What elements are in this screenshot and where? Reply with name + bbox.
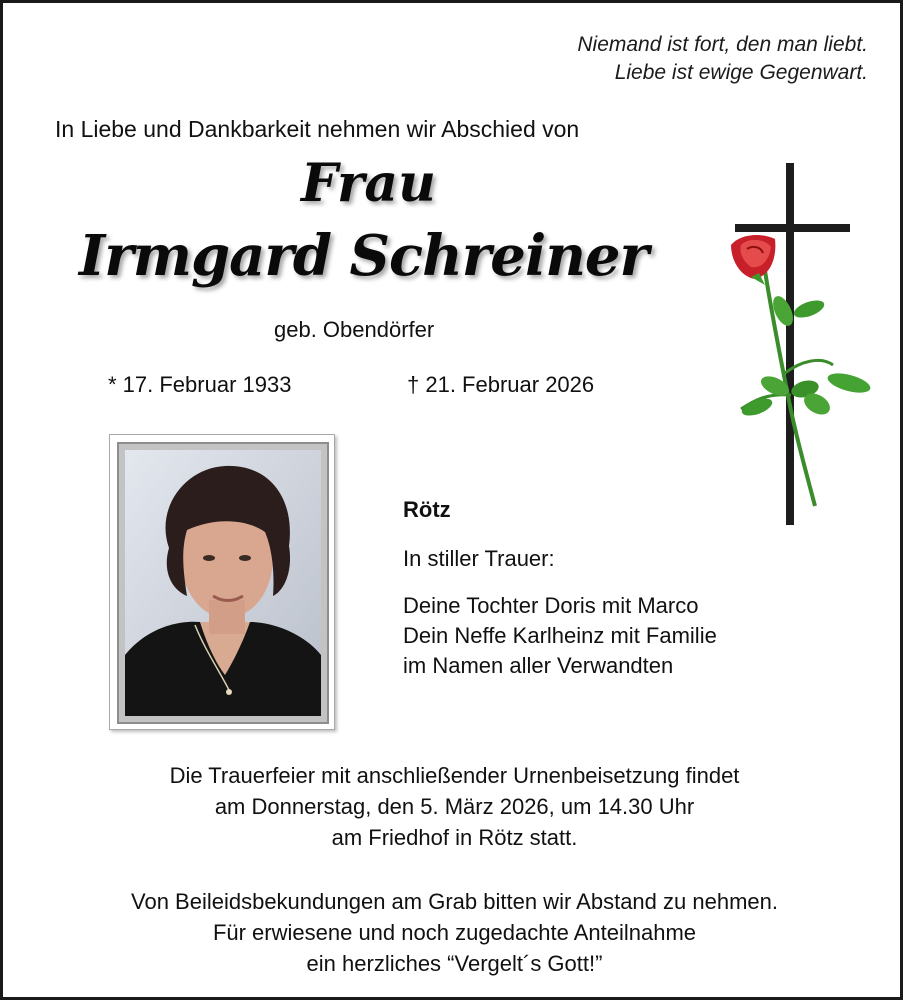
deceased-title: Frau — [301, 153, 436, 214]
deceased-name: Irmgard Schreiner — [79, 223, 649, 289]
family-member: Deine Tochter Doris mit Marco — [403, 593, 699, 618]
family-member: im Namen aller Verwandten — [403, 653, 674, 678]
closing-line: Von Beileidsbekundungen am Grab bitten wir Abstand zu nehmen. — [131, 889, 778, 914]
rose-icon — [731, 235, 872, 506]
death-date: † 21. Februar 2026 — [407, 372, 595, 397]
cross-icon — [735, 163, 850, 525]
closing-line: ein herzliches “Vergelt´s Gott!” — [306, 951, 603, 976]
mourning-heading: In stiller Trauer: — [403, 546, 555, 571]
family-member: Dein Neffe Karlheinz mit Familie — [403, 623, 717, 648]
ceremony-line: am Donnerstag, den 5. März 2026, um 14.30 Uhr — [214, 794, 695, 819]
closing-note — [3, 886, 903, 979]
place-name: Rötz — [403, 497, 451, 522]
cross-with-rose — [721, 161, 881, 529]
quote-line-1: Niemand ist fort, den man liebt. — [577, 33, 868, 56]
birth-name: geb. Obendörfer — [274, 317, 435, 342]
quote-line-2: Liebe ist ewige Gegenwart. — [614, 61, 868, 84]
family-list — [403, 591, 717, 681]
memorial-quote — [577, 31, 868, 87]
intro-text: In Liebe und Dankbarkeit nehmen wir Abschied von — [55, 116, 580, 142]
portrait-photo-frame — [109, 434, 335, 730]
ceremony-line: am Friedhof in Rötz statt. — [331, 825, 578, 850]
portrait-icon — [125, 450, 321, 716]
ceremony-info — [3, 760, 903, 853]
portrait-photo — [117, 442, 329, 724]
closing-line: Für erwiesene und noch zugedachte Anteilnahme — [212, 920, 697, 945]
ceremony-line: Die Trauerfeier mit anschließender Urnenbeisetzung findet — [169, 763, 740, 788]
birth-date: * 17. Februar 1933 — [108, 372, 292, 397]
